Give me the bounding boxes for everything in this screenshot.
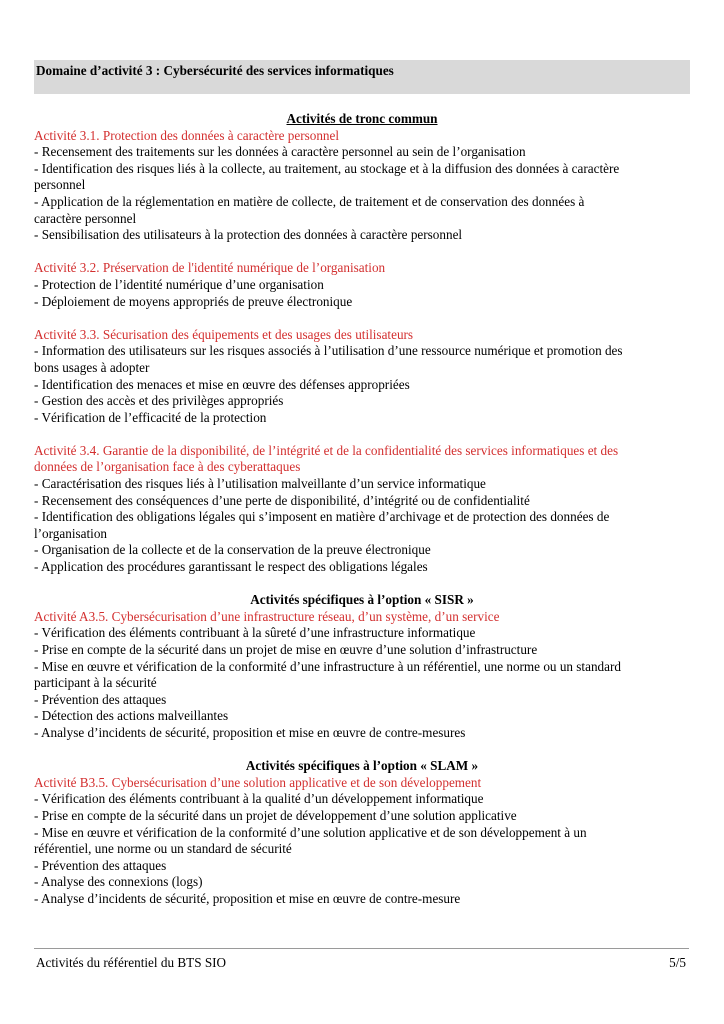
list-item: - Vérification des éléments contribuant à la sûreté d’une infrastructure informatique xyxy=(34,625,476,641)
list-item: - Sensibilisation des utilisateurs à la protection des données à caractère personnel xyxy=(34,227,463,243)
footer-divider xyxy=(34,948,689,949)
document-content xyxy=(34,111,690,908)
spacer xyxy=(34,576,690,593)
section-heading-slam: Activités spécifiques à l’option « SLAM » xyxy=(245,758,479,774)
spacer xyxy=(34,426,690,443)
list-item: - Information des utilisateurs sur les risques associés à l’utilisation d’une ressource numérique et promotion des xyxy=(34,343,623,359)
domain-title: Domaine d’activité 3 : Cybersécurité des services informatiques xyxy=(36,63,394,78)
activity-title-b3-5: Activité B3.5. Cybersécurisation d’une solution applicative et de son développement xyxy=(34,774,482,790)
footer-title: Activités du référentiel du BTS SIO xyxy=(36,955,227,970)
domain-header-bar xyxy=(34,60,690,94)
list-item: - Identification des menaces et mise en œuvre des défenses appropriées xyxy=(34,376,410,392)
spacer xyxy=(34,310,690,327)
list-item: - Prévention des attaques xyxy=(34,691,167,707)
activity-title-3-4-line-1: Activité 3.4. Garantie de la disponibilité, de l’intégrité et de la confidentialité des services informatiques et des xyxy=(34,442,619,458)
list-item: - Recensement des conséquences d’une perte de disponibilité, d’intégrité ou de confidentialité xyxy=(34,492,530,508)
spacer xyxy=(34,244,690,261)
activity-title-a3-5: Activité A3.5. Cybersécurisation d’une infrastructure réseau, d’un système, d’un service xyxy=(34,608,500,624)
section-heading-tronc-commun: Activités de tronc commun xyxy=(286,111,438,126)
list-item: bons usages à adopter xyxy=(34,359,150,375)
list-item: - Déploiement de moyens appropriés de preuve électronique xyxy=(34,293,353,309)
list-item: - Recensement des traitements sur les données à caractère personnel au sein de l’organisation xyxy=(34,144,526,160)
list-item: - Prise en compte de la sécurité dans un projet de mise en œuvre d’une solution d’infrastructure xyxy=(34,642,538,657)
list-item: caractère personnel xyxy=(34,210,137,226)
list-item: - Prévention des attaques xyxy=(34,857,167,873)
activity-title-3-3: Activité 3.3. Sécurisation des équipements et des usages des utilisateurs xyxy=(34,326,414,342)
section-heading-sisr: Activités spécifiques à l’option « SISR » xyxy=(250,592,474,608)
list-item: l’organisation xyxy=(34,525,108,541)
list-item: - Identification des obligations légales qui s’imposent en matière d’archivage et de protection des données de xyxy=(34,509,610,525)
list-item: - Gestion des accès et des privilèges appropriés xyxy=(34,393,284,409)
list-item: référentiel, une norme ou un standard de sécurité xyxy=(34,841,292,857)
list-item: - Détection des actions malveillantes xyxy=(34,708,229,724)
page-number: 5/5 xyxy=(669,955,686,970)
list-item: - Caractérisation des risques liés à l’utilisation malveillante d’un service informatique xyxy=(34,476,486,492)
list-item: participant à la sécurité xyxy=(34,675,157,691)
activity-title-3-4-line-2: données de l’organisation face à des cyberattaques xyxy=(34,459,301,475)
activity-title-3-1: Activité 3.1. Protection des données à caractère personnel xyxy=(34,127,340,143)
list-item: - Application de la réglementation en matière de collecte, de traitement et de conservation des données à xyxy=(34,193,585,209)
list-item: - Identification des risques liés à la collecte, au traitement, au stockage et à la diffusion des données à caractère xyxy=(34,160,620,176)
list-item: - Protection de l’identité numérique d’une organisation xyxy=(34,276,324,292)
list-item: - Vérification de l’efficacité de la protection xyxy=(34,409,267,425)
list-item: - Analyse d’incidents de sécurité, proposition et mise en œuvre de contre-mesure xyxy=(34,890,461,906)
list-item: - Application des procédures garantissant le respect des obligations légales xyxy=(34,559,428,575)
list-item: - Organisation de la collecte et de la conservation de la preuve électronique xyxy=(34,542,431,558)
list-item: - Prise en compte de la sécurité dans un projet de développement d’une solution applicative xyxy=(34,807,517,823)
list-item: - Vérification des éléments contribuant à la qualité d’un développement informatique xyxy=(34,791,484,807)
list-item: - Analyse des connexions (logs) xyxy=(34,874,203,890)
list-item: - Mise en œuvre et vérification de la conformité d’une solution applicative et de son développement à un xyxy=(34,824,587,840)
activity-title-3-2: Activité 3.2. Préservation de l'identité numérique de l’organisation xyxy=(34,260,386,276)
list-item: personnel xyxy=(34,177,86,193)
list-item: - Analyse d’incidents de sécurité, proposition et mise en œuvre de contre-mesures xyxy=(34,724,466,740)
list-item: - Mise en œuvre et vérification de la conformité d’une infrastructure à un référentiel, une norme ou un standard xyxy=(34,658,621,674)
spacer xyxy=(34,742,690,759)
